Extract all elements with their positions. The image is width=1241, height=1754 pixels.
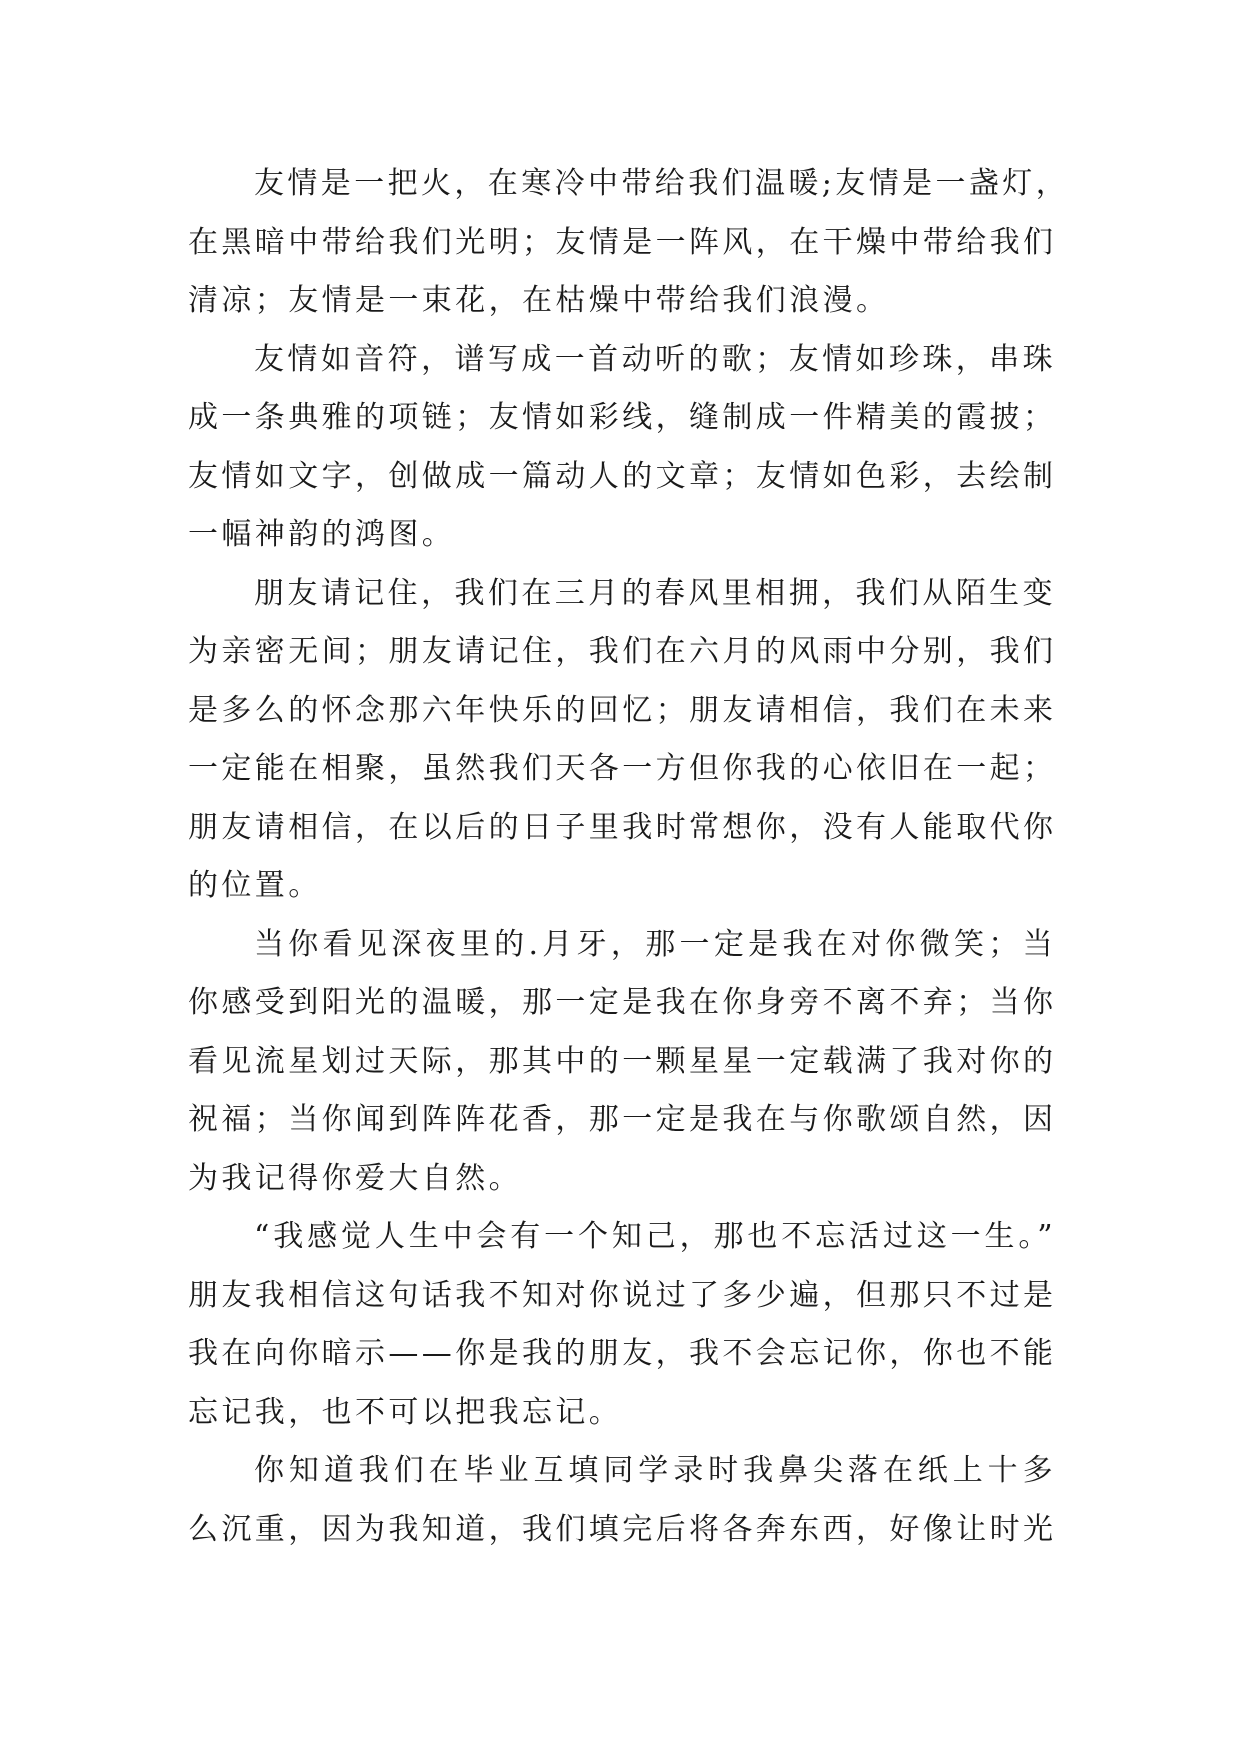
- text-line: 朋友请记住，我们在三月的春风里相拥，我们从陌生变: [254, 575, 1056, 611]
- text-line: “我感觉人生中会有一个知己，那也不忘活过这一生。”: [254, 1219, 1056, 1254]
- paragraph: [188, 916, 1056, 1209]
- paragraph: [188, 565, 1056, 916]
- text-line: 你感受到阳光的温暖，那一定是我在你身旁不离不弃；当你: [188, 985, 1057, 1020]
- text-line: 在黑暗中带给我们光明；友情是一阵风，在干燥中带给我们: [188, 224, 1057, 260]
- paragraph: [188, 1208, 1056, 1442]
- text-line: 祝福；当你闻到阵阵花香，那一定是我在与你歌颂自然，因: [188, 1102, 1057, 1137]
- text-line: 成一条典雅的项链；友情如彩线，缝制成一件精美的霞披；: [188, 400, 1057, 435]
- text-line: 朋友请相信，在以后的日子里我时常想你，没有人能取代你: [188, 809, 1057, 845]
- text-line: 为我记得你爱大自然。: [188, 1160, 522, 1196]
- document-body: [188, 155, 1070, 1559]
- paragraph: [188, 155, 1070, 331]
- text-line: 为亲密无间；朋友请记住，我们在六月的风雨中分别，我们: [188, 634, 1057, 669]
- text-line: 的位置。: [188, 868, 322, 903]
- text-line: 一幅神韵的鸿图。: [188, 517, 456, 552]
- text-line: 朋友我相信这句话我不知对你说过了多少遍，但那只不过是: [188, 1277, 1057, 1313]
- paragraph: [188, 331, 1056, 565]
- text-line: 是多么的怀念那六年快乐的回忆；朋友请相信，我们在未来: [188, 692, 1057, 728]
- text-line: 清凉；友情是一束花，在枯燥中带给我们浪漫。: [188, 283, 890, 318]
- text-line: 友情如音符，谱写成一首动听的歌；友情如珍珠，串珠: [254, 341, 1056, 377]
- text-line: 么沉重，因为我知道，我们填完后将各奔东西，好像让时光: [188, 1511, 1057, 1547]
- text-line: 你知道我们在毕业互填同学录时我鼻尖落在纸上十多: [254, 1453, 1056, 1488]
- text-line: 一定能在相聚，虽然我们天各一方但你我的心依旧在一起；: [188, 751, 1057, 786]
- paragraph: [188, 1442, 1056, 1559]
- text-line: 当你看见深夜里的.月牙，那一定是我在对你微笑；当: [254, 926, 1056, 962]
- text-line: 友情是一把火，在寒冷中带给我们温暖;友情是一盏灯，: [254, 166, 1070, 201]
- text-line: 忘记我，也不可以把我忘记。: [188, 1394, 623, 1430]
- text-line: 友情如文字，创做成一篇动人的文章；友情如色彩，去绘制: [188, 458, 1057, 494]
- text-line: 看见流星划过天际，那其中的一颗星星一定载满了我对你的: [188, 1043, 1057, 1079]
- text-line: 我在向你暗示——你是我的朋友，我不会忘记你，你也不能: [188, 1336, 1057, 1371]
